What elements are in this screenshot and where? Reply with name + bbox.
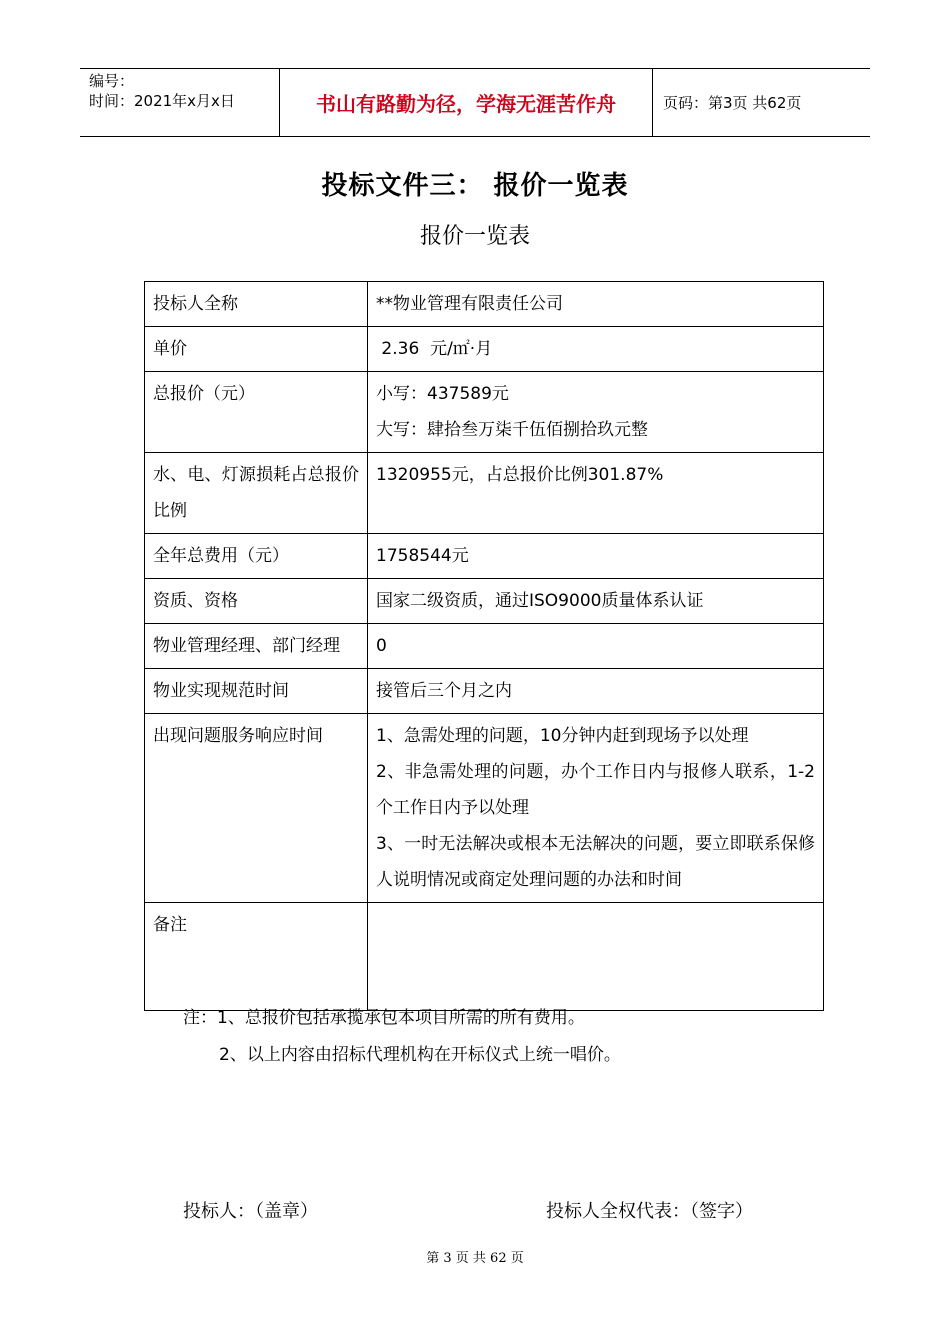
row-label: 单价 xyxy=(145,327,368,372)
row-value: **物业管理有限责任公司 xyxy=(368,282,824,327)
table-row xyxy=(145,372,824,453)
row-label: 备注 xyxy=(145,903,368,1011)
row-value xyxy=(368,714,824,903)
number-label: 编号： xyxy=(89,72,135,90)
row-label: 资质、资格 xyxy=(145,579,368,624)
header-motto: 书山有路勤为径，学海无涯苦作舟 xyxy=(280,69,653,136)
table-row xyxy=(145,327,824,372)
row-value: 1320955元，占总报价比例301.87% xyxy=(368,453,824,534)
amount-lowercase: 小写：437589元 xyxy=(376,384,509,404)
row-value: 0 xyxy=(368,624,824,669)
response-item: 2、非急需处理的问题，办个工作日内与报修人联系，1-2个工作日内予以处理 xyxy=(376,762,815,818)
quotation-table xyxy=(144,281,824,1011)
date-line: 时间：2021年x月x日 xyxy=(89,92,235,110)
table-row xyxy=(145,282,824,327)
response-item: 1、急需处理的问题，10分钟内赶到现场予以处理 xyxy=(376,726,749,746)
table-title: 报价一览表 xyxy=(419,224,530,249)
row-value xyxy=(368,903,824,1011)
row-label: 投标人全称 xyxy=(145,282,368,327)
row-label: 出现问题服务响应时间 xyxy=(145,714,368,903)
row-label: 全年总费用（元） xyxy=(145,534,368,579)
table-row xyxy=(145,903,824,1011)
amount-uppercase: 大写：肆拾叁万柒千伍佰捌拾玖元整 xyxy=(376,420,648,440)
row-value: 接管后三个月之内 xyxy=(368,669,824,714)
table-row xyxy=(145,534,824,579)
bidder-seal: 投标人：（盖章） xyxy=(183,1201,318,1222)
note-item: 注：1、总报价包括承揽承包本项目所需的所有费用。 xyxy=(183,1008,585,1028)
row-value: 国家二级资质，通过ISO9000质量体系认证 xyxy=(368,579,824,624)
page-header xyxy=(80,68,870,137)
table-row xyxy=(145,714,824,903)
table-row xyxy=(145,453,824,534)
row-value xyxy=(368,372,824,453)
header-page-code: 页码：第3页 共62页 xyxy=(663,94,802,112)
header-meta xyxy=(80,69,280,136)
row-label: 总报价（元） xyxy=(145,372,368,453)
note-item: 2、以上内容由招标代理机构在开标仪式上统一唱价。 xyxy=(219,1045,621,1065)
row-value xyxy=(368,327,824,372)
document-title: 投标文件三： 报价一览表 xyxy=(321,171,629,201)
row-label: 物业实现规范时间 xyxy=(145,669,368,714)
notes xyxy=(183,1000,621,1074)
representative-signature: 投标人全权代表：（签字） xyxy=(546,1201,753,1222)
page-footer: 第 3 页 共 62 页 xyxy=(426,1251,524,1266)
table-row xyxy=(145,669,824,714)
row-label: 水、电、灯源损耗占总报价比例 xyxy=(145,453,368,534)
row-label: 物业管理经理、部门经理 xyxy=(145,624,368,669)
table-row xyxy=(145,624,824,669)
row-value: 1758544元 xyxy=(368,534,824,579)
response-item: 3、一时无法解决或根本无法解决的问题，要立即联系保修人说明情况或商定处理问题的办法和时间 xyxy=(376,834,815,890)
table-row xyxy=(145,579,824,624)
unit-price: 2.36 元/㎡·月 xyxy=(376,339,493,359)
